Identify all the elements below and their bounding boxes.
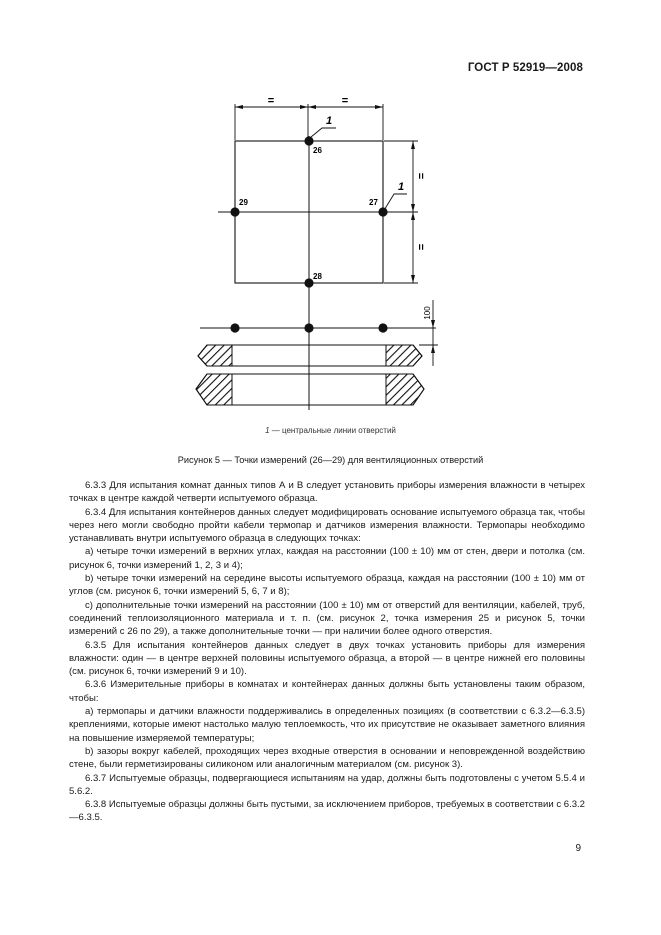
point-label-27: 27 bbox=[369, 198, 378, 207]
upper-ring-right-hatch bbox=[386, 345, 422, 366]
point-label-26: 26 bbox=[313, 146, 322, 155]
paragraph-6-3-4-b: b) четыре точки измерений на середине высоты испытуемого образца, каждая на расстоянии (100 ± 10) мм от углов (см. рисунок 6, точки измерений 5, 6, 7 и 8); bbox=[69, 573, 585, 598]
paragraph-6-3-4-c: с) дополнительные точки измерений на расстоянии (100 ± 10) мм от отверстий для вентиляции, кабелей, труб, соединений теплоизоляционного материала и т. п. (см. рисунок 2, точка измерения 25 и рисунок 5, точки измерений с 26 по 29), а также дополнительные точки — при наличии более одного отверстия. bbox=[69, 599, 585, 638]
paragraph-6-3-4: 6.3.4 Для испытания контейнеров данных следует модифицировать основание испытуемого образца так, чтобы через него могли свободно пройти кабели термопар и датчиков измерения влажности. Термопары необходимо устанавливать внутри испытуемого образца в следующих точках: bbox=[69, 506, 585, 545]
paragraph-6-3-3: 6.3.3 Для испытания комнат данных типов А и В следует установить приборы измерения влажности в четырех точках в центре каждой четверти испытуемого образца. bbox=[69, 480, 585, 505]
dimension-mark-horizontal-left: = bbox=[267, 95, 275, 107]
standard-code-header: ГОСТ Р 52919—2008 bbox=[467, 62, 583, 74]
paragraph-6-3-8: 6.3.8 Испытуемые образцы должны быть пустыми, за исключением приборов, требуемых в соответствии с 6.3.2—6.3.5. bbox=[69, 799, 585, 824]
section-point-left bbox=[230, 323, 239, 332]
legend-number: 1 bbox=[265, 426, 270, 435]
lower-block-left-hatch bbox=[196, 374, 232, 405]
section-point-center bbox=[304, 323, 313, 332]
body-text bbox=[69, 479, 585, 825]
measure-point-26 bbox=[304, 136, 313, 145]
lower-block-right-hatch bbox=[386, 374, 424, 405]
offset-dimension-label: 100 bbox=[423, 306, 432, 320]
upper-ring-left-hatch bbox=[198, 345, 232, 366]
point-label-29: 29 bbox=[239, 198, 248, 207]
section-point-right bbox=[378, 323, 387, 332]
point-label-28: 28 bbox=[313, 272, 322, 281]
measure-point-29 bbox=[230, 207, 239, 216]
callout-leader-top bbox=[311, 128, 336, 137]
dimension-mark-horizontal-right: = bbox=[341, 95, 349, 107]
legend-text: — центральные линии отверстий bbox=[271, 426, 396, 435]
paragraph-6-3-6: 6.3.6 Измерительные приборы в комнатах и контейнерах данных должны быть установлены таким образом, чтобы: bbox=[69, 679, 585, 704]
paragraph-6-3-7: 6.3.7 Испытуемые образцы, подвергающиеся испытаниям на удар, должны быть подготовлены с учетом 5.5.4 и 5.6.2. bbox=[69, 772, 585, 797]
measure-point-27 bbox=[378, 207, 387, 216]
callout-number-right: 1 bbox=[398, 181, 405, 193]
top-dimension bbox=[235, 104, 383, 140]
page-number: 9 bbox=[575, 843, 581, 854]
callout-number-top: 1 bbox=[326, 115, 333, 127]
dimension-mark-vertical-upper: = bbox=[416, 172, 428, 180]
paragraph-6-3-5: 6.3.5 Для испытания контейнеров данных следует в двух точках установить приборы для измерения влажности: один — в центре верхней половины испытуемого образца, а второй — в центре нижней его половины (см. рисунок 6, точки измерений 9 и 10). bbox=[69, 639, 585, 678]
dimension-mark-vertical-lower: = bbox=[416, 243, 428, 251]
paragraph-6-3-6-b: b) зазоры вокруг кабелей, проходящих через входные отверстия в основании и неповрежденной воздействию стене, были герметизированы силиконом или аналогичным материалом (см. рисунок 3). bbox=[69, 745, 585, 771]
paragraph-6-3-6-a: а) термопары и датчики влажности поддерживались в определенных позициях (в соответствии с 6.3.2—6.3.5) креплениями, которые имеют настолько малую теплоемкость, что их присутствие не оказывает заметного влияния на повышение измеряемой температуры; bbox=[69, 706, 585, 744]
paragraph-6-3-4-a: а) четыре точки измерений в верхних углах, каждая на расстоянии (100 ± 10) мм от стен, двери и потолка (см. рисунок 6, точки измерений 1, 2, 3 и 4); bbox=[69, 546, 585, 571]
figure-caption: Рисунок 5 — Точки измерений (26—29) для вентиляционных отверстий bbox=[177, 455, 484, 465]
figure-legend bbox=[0, 426, 661, 435]
